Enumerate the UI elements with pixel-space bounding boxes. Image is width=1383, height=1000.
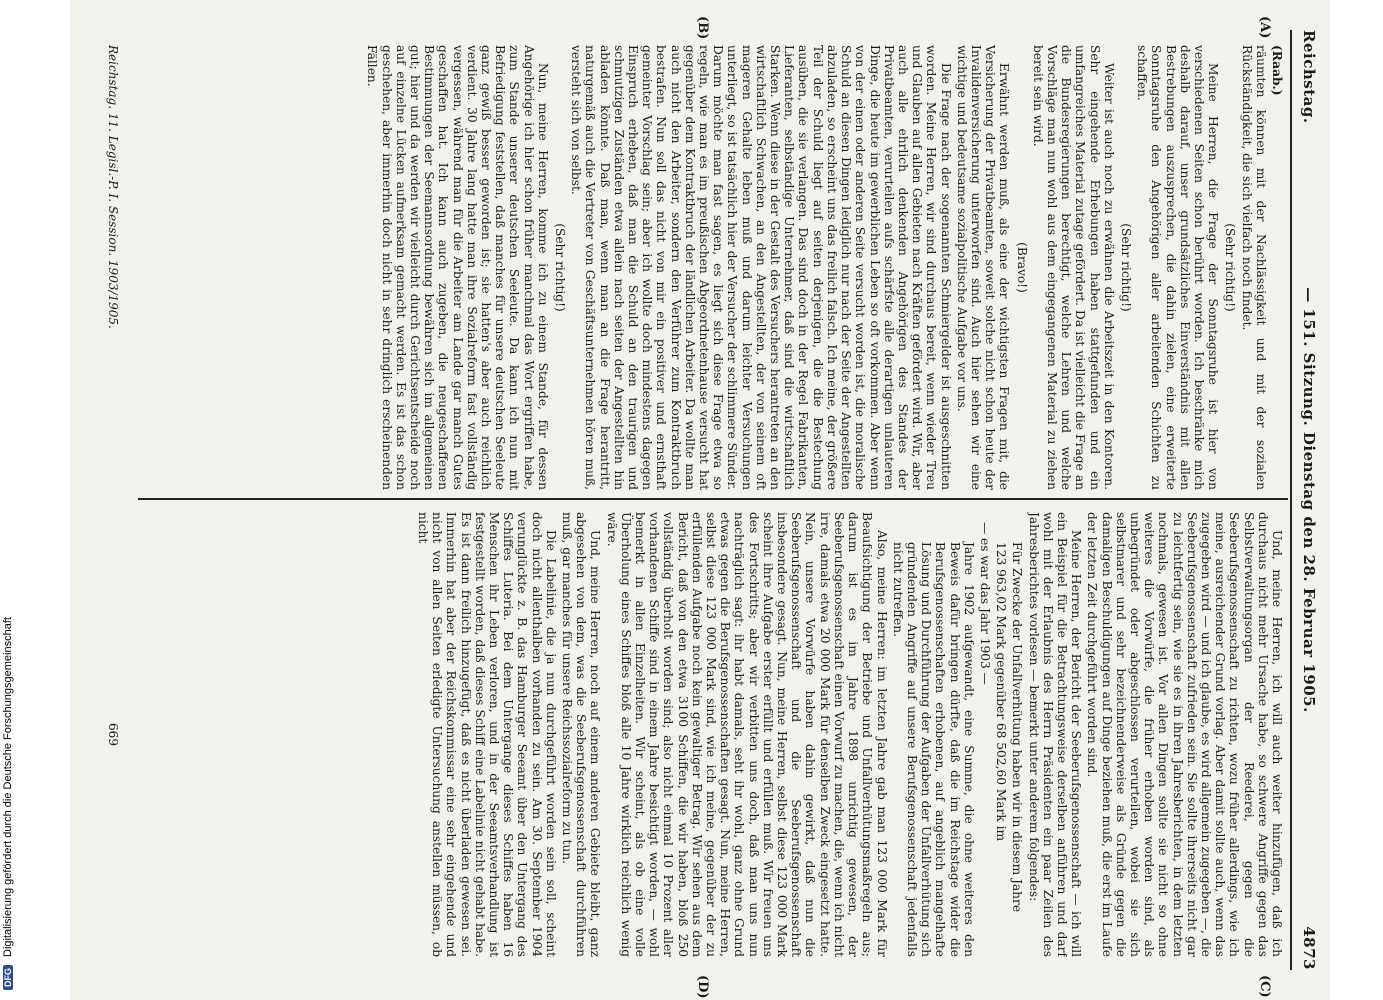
margin-letter-d: (D) <box>695 975 710 999</box>
interjection: (Sehr richtig!) <box>1223 223 1238 312</box>
interjection: (Bravo!) <box>1014 242 1029 293</box>
quote-line: 123 963,02 Mark gegenüber 68 502,60 Mark im <box>994 542 1009 842</box>
digitization-credit <box>2 0 18 990</box>
header-page-number: 4873 <box>1300 926 1318 970</box>
margin-letter-a: (A) <box>1257 16 1272 39</box>
credit-text: Digitalisierung gefördert durch die Deutsche Forschungsgemeinschaft <box>2 617 14 957</box>
speaker-name: (Raab.) <box>1270 45 1284 96</box>
margin-letter-b: (B) <box>695 16 710 40</box>
column-divider <box>138 498 1288 500</box>
page-footer <box>100 45 120 490</box>
footer-page-number: 669 <box>106 723 120 746</box>
quote-line: — es war das Jahr 1903 — <box>977 522 992 685</box>
paragraph: Die Frage nach der sogenannten Schmiergelder ist ausgeschnitten worden. Meine Herren, wir sind durchaus bereit, wenn wieder Treu und Glauben auf allen Gebieten nach Kräften gefördert wird. Wir, aber auch alle ehrlich denkenden Angehörigen des Standes der Privatbeamten, verurteilen aufs schärfste alle derartigen unlauteren Dinge, die heute im gewerblichen Leben so oft vorkommen. Aber wenn von der einen oder anderen Seite versucht worden ist, die moralische Schuld an diesen Dingen lediglich nur nach der Seite der Angestellten abzuladen, so erscheint uns das freilich falsch. Ich meine, der größere Teil der Schuld liegt auf seiten derjenigen, die die Bestechung ausüben, die sie verlangen. Das sind doch in der Regel Fabrikanten, Lieferanten, selbständige Unternehmer, daß sind die wirtschaftlich Starken. Wenn diese in der Gestalt des Versuchers herantreten an den wirtschaftlich Schwachen, an den Angestellten, der von seinem oft mageren Gehalte leben muß und darum leichter Versuchungen unterliegt, so ist tatsächlich hier der Versucher der schlimmere Sünder. Darum möchte man fast sagen, es liegt sich diese Frage etwa so regeln, wie man es im preußischen Abgeordnetenhause versucht hat gegenüber dem Kontraktbruch der ländlichen Arbeiter. Da wollte man auch nicht den Arbeiter, sondern den Verführer zum Kontraktbruch bestrafen. Nun soll das nicht von mir ein positiver und ernsthaft gemeinter Vorschlag sein; aber ich wollte doch mindestens dagegen Einspruch erheben, daß man die Schuld an den traurigen und schmutzigen Zuständen etwa allein nach seiten der Angestellten hin abladen könnte. Daß man, wenn man an die Frage herantritt, naturgemäß auch die Vertreter von Geschäftsunternehmen hören muß, versteht sich von selbst. <box>569 45 953 490</box>
interjection: (Sehr richtig!) <box>553 223 568 312</box>
header-left: Reichstag. <box>1300 30 1318 124</box>
page-header <box>1294 30 1318 970</box>
paragraph: Und, meine Herren, ich will auch weiter hinzufügen, daß ich durchaus nicht mehr Ursache habe, so schwere Angriffe gegen das Selbstverwaltungsorgan der Reederei, gegen die Seeberufsgenossenschaft zu richten, wozu früher allerdings, wie ich meine, ausreichender Grund vorlag. Aber damit sollte auch, wenn das zugegeben wird — und ich glaube, es wird allgemein zugegeben —, die Seeberufsgenossenschaft zufrieden sein. Sie sollte ihrerseits nicht gar zu leichtfertig sein, wie sie es in ihren Jahresberichten, in dem letzten nochmals, gewesen ist. Vor allen Dingen sollte sie nicht so ohne weiteres die Vorwürfe, die früher erhoben worden sind, als unbegründet oder abgeschlossen verurteilen, wobei sie sich selbstmarer und sehr bezeichnenderweise als Gründe gegen die damaligen Beschuldigungen auf Dinge beziehen muß, die erst im Laufe der letzten Zeit durchgeführt worden sind. <box>1085 512 1284 957</box>
right-column <box>154 512 1284 957</box>
paragraph: räumten können mit der Nachlässigkeit und mit der sozialen Rückständigkeit, die sich vielfach noch findet. <box>1239 45 1268 490</box>
footer-session: Reichstag. 11. Legisl.-P. I. Session. 1903/1905. <box>106 45 120 329</box>
interjection: (Sehr richtig!) <box>1118 223 1133 312</box>
header-title: — 151. Sitzung. Dienstag den 28. Februar 1905. <box>1300 287 1318 713</box>
document-page <box>70 0 1330 1000</box>
quote-line: Für Zwecke der Unfallverhütung haben wir in diesem Jahre <box>1010 542 1025 913</box>
dfg-logo-icon: DFG <box>3 965 13 990</box>
paragraph: Meine Herren, die Frage der Sonntagsruhe ist hier von verschiedenen Seiten schon berührt worden. Ich beschränke mich deshalb darauf, unser grundsätzliches Einverständnis mit allen Bestrebungen auszusprechen, die dahin zielen, eine erweiterte Sonntagsruhe den Angehörigen aller arbeitenden Schichten zu schaffen. <box>1135 45 1221 490</box>
margin-letter-c: (C) <box>1257 975 1272 998</box>
paragraph: Weiter ist auch noch zu erwähnen die Arbeitszeit in den Kontoren. Sehr eingehende Erhebungen haben stattgefunden und ein umfangreiches Material zutage gefördert. Da ist vielleicht die Frage an die Bundesregierungen berechtigt, welche Lehren und welche Vorschläge man nun wohl aus dem eingegangenen Material zu ziehen bereit sein wird. <box>1030 45 1116 490</box>
paragraph: Also, meine Herren: im letzten Jahre gab man 123 000 Mark für Beaufsichtigung der Betriebe und Unfallverhütungsmaßregeln aus; darum ist es im Jahre 1898 unrichtig gewesen, der Seeberufsgenossenschaft einen Vorwurf zu machen, die, wenn ich nicht irre, damals etwa 20 000 Mark für denselben Zweck eingesetzt hatte. Nein, unsere Vorwürfe haben dahin gewirkt, daß nun die Seeberufsgenossenschaft und die Seeberufsgenossenschaft insbesondere gesagt. Nun, meine Herren, selbst diese 123 000 Mark scheint ihre Aufgabe erster erfüllt und erfüllen muß. Wir freuen uns des Fortschritts; aber wir verbitten uns doch, daß man uns nun nachträglich sagt: ihr habt damals, seht ihr wohl, ganz ohne Grund etwas gegen die Berufsgenossenschaften gesagt. Nun, meine Herren, selbst diese 123 000 Mark sind, wie ich meine, gegenüber der zu erfüllenden Aufgabe noch kein gewaltiger Betrag. Wir sehen aus dem Bericht, daß von den etwa 3100 Schiffen, die wir haben, bloß 250 vollständig überholt worden sind; also nicht einmal 10 Prozent aller vorhandenen Schiffe sind in einem Jahre besichtigt worden, — wohl bemerkt in allen Einzelheiten. Wir scheint, als ob eine volle Überholung eines Schiffes bloß alle 10 Jahre wirklich reichlich wenig wäre. <box>604 512 889 957</box>
header-rule <box>1290 30 1292 970</box>
paragraph: Erwähnt werden muß, als eine der wichtigsten Fragen mit, die Versicherung der Privatbeamten, soweit solche nicht schon heute der Invalidenversicherung unterworfen sind. Auch hier sehen wir eine wichtige und bedeutsame sozialpolitische Aufgabe vor uns. <box>954 45 1012 490</box>
paragraph: Die Labelinie, die ja nun durchgeführt worden sein soll, scheint doch nicht allenthalben vorhanden zu sein. Am 30. September 1904 verunglückte z. B. das Hamburger Seeamt über den Untergang des Schiffes Luteria. Bei dem Untergange dieses Schiffes haben 16 Menschen ihr Leben verloren, und in der Seeamtsverhandlung ist festgestellt worden, daß dieses Schiff eine Labelinie nicht gehabt habe. Es ist dann freilich hinzugefügt, daß es nicht überladen gewesen sei. Immerhin hat aber der Reichskommissar eine sehr eingehende und nicht von allen Seiten erledigte Untersuchung anstellen müssen, ob nicht <box>416 512 558 957</box>
quote-line: Jahre 1902 aufgewandt, eine Summe, die ohne weiteres den Beweis dafür bringen dürfte, daß die im Reichstage wider die Berufsgenossenschaften erhobenen, auf angeblich mangelhafte Lösung und Durchführung der Aufgaben der Unfallverhütung sich gründenden Angriffe auf unsere Berufsgenossenschaft jedenfalls nicht zutreffen. <box>890 542 976 957</box>
paragraph: Nun, meine Herren, komme ich zu einem Stande, für dessen Angehörige ich hier schon früher manchmal das Wort ergriffen habe, zum Stande unserer deutschen Seeleute. Da kann ich nun mit Befriedigung feststellen, daß manches für unsere deutschen Seeleute ganz gewiß besser geworden ist; sie hatten's aber auch reichlich verdient. 30 Jahre lang hatte man ihre Sozialreform fast vollständig vergessen, während man für die Arbeiter am Lande gar manch Gutes geschaffen hat. Ich kann auch zugeben, die neugeschaffenen Bestimmungen der Seemannsordnung bewähren sich im allgemeinen gut; hier und da werden wir vielleicht durch Gerichtsentscheide noch auf einzelne Lücken aufmerksam gemacht werden. Es ist das schon geschehen, aber immerhin doch nicht in sehr dringlich erscheinenden Fällen. <box>365 45 550 490</box>
left-column <box>154 45 1284 490</box>
paragraph: Und, meine Herren, noch auf einem anderen Gebiete bleibt, ganz abgesehen von dem, was die Seeberufsgenossenschaft durchführen muß, gar manches für unsere Reichssozialreform zu tun. <box>560 512 603 957</box>
paragraph: Meine Herren, der Bericht der Seeberufsgenossenschaft — ich will ein Beispiel für die Betrachtungsweise derselben anführen und darf wohl mit der Erlaubnis des Herrn Präsidenten ein paar Zeilen des Jahresberichtes vorlesen — bemerkt unter anderem folgendes: <box>1026 512 1084 957</box>
